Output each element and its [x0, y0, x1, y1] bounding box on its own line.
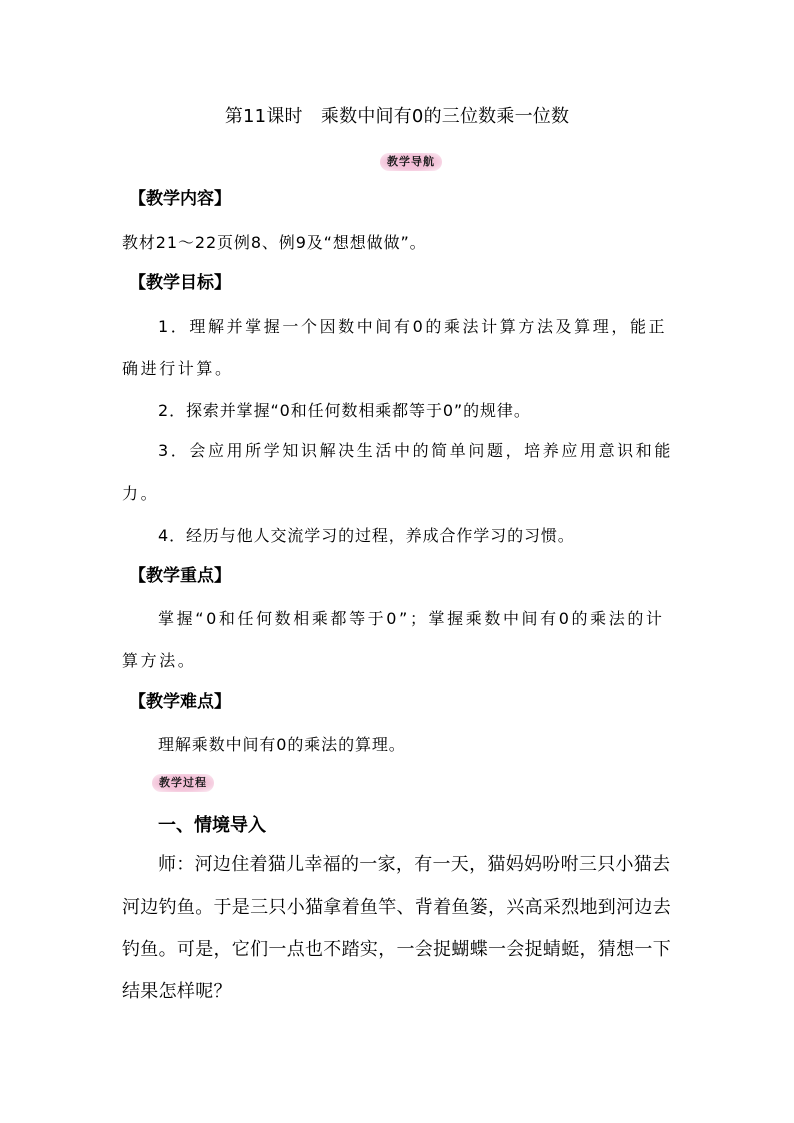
- content-text: 教材21～22页例8、例9及“想想做做”。: [122, 233, 427, 252]
- teaching-guide-badge: 教学导航: [380, 153, 442, 171]
- key-points-line-2: 算方法。: [122, 651, 197, 670]
- goal-item-3-line-1: 3．会应用所学知识解决生活中的简单问题，培养应用意识和能: [158, 441, 673, 460]
- story-line-2: 河边钓鱼。于是三只小猫拿着鱼竿、背着鱼篓，兴高采烈地到河边去: [122, 897, 671, 918]
- story-line-1: 师：河边住着猫儿幸福的一家，有一天，猫妈妈吩咐三只小猫去: [158, 854, 671, 875]
- difficulties-heading: 【教学难点】: [129, 692, 231, 712]
- goal-item-4: 4．经历与他人交流学习的过程，养成合作学习的习惯。: [158, 526, 575, 545]
- goal-item-2: 2．探索并掌握“0和任何数相乘都等于0”的规律。: [158, 401, 531, 420]
- key-points-line-1: 掌握“0和任何数相乘都等于0”；掌握乘数中间有0的乘法的计: [158, 609, 665, 628]
- goal-item-1-line-1: 1．理解并掌握一个因数中间有0的乘法计算方法及算理，能正: [158, 317, 668, 336]
- teaching-process-badge: 教学过程: [152, 774, 214, 792]
- goal-item-1-line-2: 确进行计算。: [122, 359, 234, 378]
- content-heading: 【教学内容】: [129, 189, 231, 209]
- lesson-title: 第11课时 乘数中间有0的三位数乘一位数: [224, 106, 570, 127]
- story-line-3: 钓鱼。可是，它们一点也不踏实，一会捉蝴蝶一会捉蜻蜓，猜想一下: [122, 939, 671, 960]
- story-line-4: 结果怎样呢？: [122, 981, 232, 1002]
- intro-heading: 一、情境导入: [158, 815, 266, 836]
- goal-item-3-line-2: 力。: [122, 484, 160, 503]
- difficulties-text: 理解乘数中间有0的乘法的算理。: [158, 735, 406, 754]
- goals-heading: 【教学目标】: [129, 273, 231, 293]
- key-points-heading: 【教学重点】: [129, 566, 231, 586]
